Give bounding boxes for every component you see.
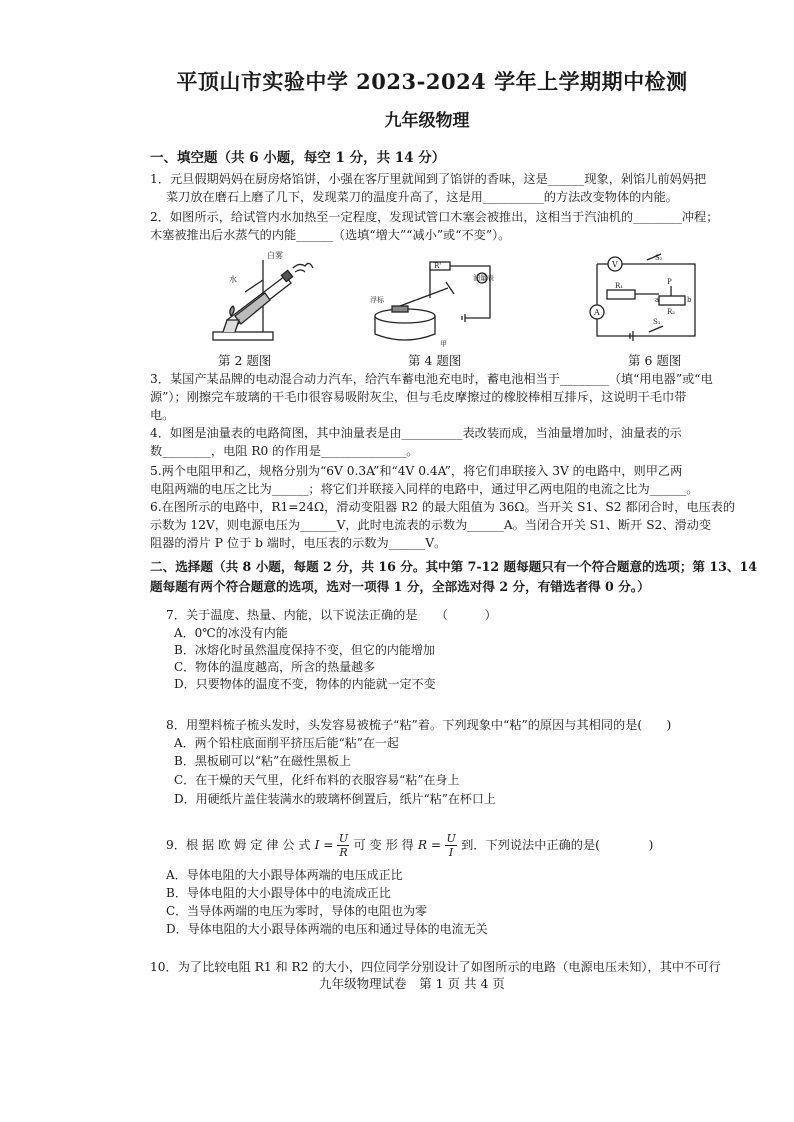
q9-stem-part-a: 9．根 据 欧 姆 定 律 公 式	[166, 838, 311, 852]
q8-stem: 8．用塑料梳子梳头发时，头发容易被梳子“粘”着。下列现象中“粘”的原因与其相同的是( )	[166, 718, 672, 732]
q10-line1: 10．为了比较电阻 R1 和 R2 的大小，四位同学分别设计了如图所示的电路（电源电压未知），其中不可行	[150, 960, 721, 974]
fig6-label-p: P	[667, 278, 672, 286]
fig2-label-water: 水	[229, 275, 237, 284]
q8-option-b: B．黑板刷可以“粘”在磁性黑板上	[174, 754, 352, 768]
figure-q4-oil-gauge-circuit	[370, 258, 500, 348]
fig6-label-s1: S₁	[653, 318, 661, 326]
q6-line2: 示数为 12V，则电源电压为______V，此时电流表的示数为______A。当闭合开关 S1、断开 S2、滑动变	[150, 518, 712, 532]
q6-line3: 阻器的滑片 P 位于 b 端时，电压表的示数为______V。	[150, 536, 447, 550]
caption-fig6: 第 6 题图	[628, 353, 682, 368]
q9-formula2-numerator: U	[446, 832, 456, 845]
fig4-label-float: 浮标	[370, 296, 384, 304]
fig6-label-ammeter: A	[594, 308, 600, 317]
section1-heading: 一、填空题（共 6 小题，每空 1 分，共 14 分）	[150, 150, 446, 166]
q8-option-c: C．在干燥的天气里，化纤布料的衣服容易“粘”在身上	[174, 773, 460, 787]
section2-heading-line2: 题每题有两个符合题意的选项，选对一项得 1 分，全部选对得 2 分，有错选者得 0 分。）	[150, 579, 650, 594]
q7-stem: 7．关于温度、热量、内能，以下说法正确的是 （ ）	[166, 608, 497, 622]
fig2-label-fog: 白雾	[267, 251, 283, 260]
q3-line2: 源”）；刚擦完车玻璃的干毛巾很容易吸附灰尘，但与毛皮摩擦过的橡胶棒相互排斥，这说明干毛巾带	[150, 390, 687, 404]
q7-option-a: A．0℃的冰没有内能	[174, 626, 288, 640]
q3-line3: 电。	[150, 408, 175, 422]
q2-line1: 2．如图所示，给试管内水加热至一定程度，发现试管口木塞会被推出，这相当于汽油机的________冲程；	[150, 210, 719, 224]
q7-option-c: C．物体的温度越高，所含的热量越多	[174, 660, 376, 674]
section2-heading-line1: 二、选择题（共 8 小题，每题 2 分，共 16 分。其中第 7-12 题每题只有一个符合题意的选项；第 13、14	[150, 559, 758, 574]
q9-option-c: C．当导体两端的电压为零时，导体的电阻也为零	[166, 904, 428, 918]
q8-option-d: D．用硬纸片盖住装满水的玻璃杯倒置后，纸片“粘”在杯口上	[174, 792, 496, 806]
q4-line2: 数________，电阻 R0 的作用是______________。	[150, 444, 419, 458]
q5-line1: 5.两个电阻甲和乙，规格分别为“6V 0.3A”和“4V 0.4A”，将它们串联接入 3V 的电路中，则甲乙两	[150, 464, 683, 478]
figure-q6-circuit	[585, 250, 705, 345]
q4-line1: 4．如图是油量表的电路简图，其中油量表是由__________表改装而成，当油量增加时，油量表的示	[150, 426, 682, 440]
fig6-label-a: a	[655, 296, 660, 304]
fig4-label-r-prime: R'	[434, 262, 442, 270]
fig6-label-b: b	[687, 296, 692, 304]
q1-line1: 1．元旦假期妈妈在厨房烙馅饼，小强在客厅里就闻到了馅饼的香味，这是______现象，剁馅儿前妈妈把	[150, 172, 707, 186]
q2-line2: 木塞被推出后水蒸气的内能______（选填“增大”“减小”或“不变”）。	[150, 228, 511, 242]
q5-line2: 电阻两端的电压之比为______；将它们并联接入同样的电路中，通过甲乙两电阻的电流之比为______。	[150, 482, 699, 496]
q8-option-a: A．两个铅柱底面削平挤压后能“粘”在一起	[174, 736, 399, 750]
fig6-label-voltmeter: V	[612, 260, 618, 269]
q9-option-a: A．导体电阻的大小跟导体两端的电压成正比	[166, 868, 403, 882]
q9-formula1-denominator: R	[339, 846, 348, 859]
q1-line2: 菜刀放在磨石上磨了几下，发现菜刀的温度升高了，这是用__________的方法改变物体的内能。	[166, 190, 678, 204]
caption-fig2: 第 2 题图	[218, 353, 272, 368]
q9-option-d: D．导体电阻的大小跟导体两端的电压和通过导体的电流无关	[166, 922, 488, 936]
q9-formula1-fraction	[337, 832, 349, 859]
q9-formula2-fraction	[445, 832, 457, 859]
exam-subtitle: 九年级物理	[384, 111, 470, 131]
fig4-label-jia: 甲	[440, 340, 447, 348]
fig4-label-gauge: 油量表	[473, 274, 494, 282]
q7-option-d: D．只要物体的温度不变，物体的内能就一定不变	[174, 677, 436, 691]
fig6-label-r1: R₁	[615, 282, 624, 290]
q7-option-b: B．冰熔化时虽然温度保持不变，但它的内能增加	[174, 643, 435, 657]
q6-line1: 6.在图所示的电路中，R1=24Ω，滑动变阻器 R2 的最大阻值为 36Ω。当开关 S1、S2 都闭合时，电压表的	[150, 500, 736, 514]
q3-line1: 3．某国产某品牌的电动混合动力汽车，给汽车蓄电池充电时，蓄电池相当于________（填“用电器”或“电	[150, 372, 713, 386]
fig6-label-r2: R₂	[667, 308, 676, 316]
q9-stem-part-b: 可 变 形 得	[353, 838, 414, 852]
q9-formula1-lhs: I =	[314, 838, 334, 852]
q9-stem-part-c: 到．下列说法中正确的是( )	[461, 838, 654, 852]
q9-option-b: B．导体电阻的大小跟导体中的电流成正比	[166, 886, 391, 900]
figure-q2-test-tube-diagram	[205, 250, 315, 345]
exam-title: 平顶山市实验中学 2023-2024 学年上学期期中检测	[176, 69, 688, 94]
caption-fig4: 第 4 题图	[408, 353, 462, 368]
q9-formula1-numerator: U	[338, 832, 349, 845]
page-footer: 九年级物理试卷 第 1 页 共 4 页	[319, 976, 505, 991]
q9-formula2-lhs: R =	[417, 838, 442, 852]
q9-formula2-denominator: I	[445, 845, 457, 859]
q9-stem	[166, 832, 653, 859]
fig6-label-s2: S₂	[655, 254, 663, 262]
